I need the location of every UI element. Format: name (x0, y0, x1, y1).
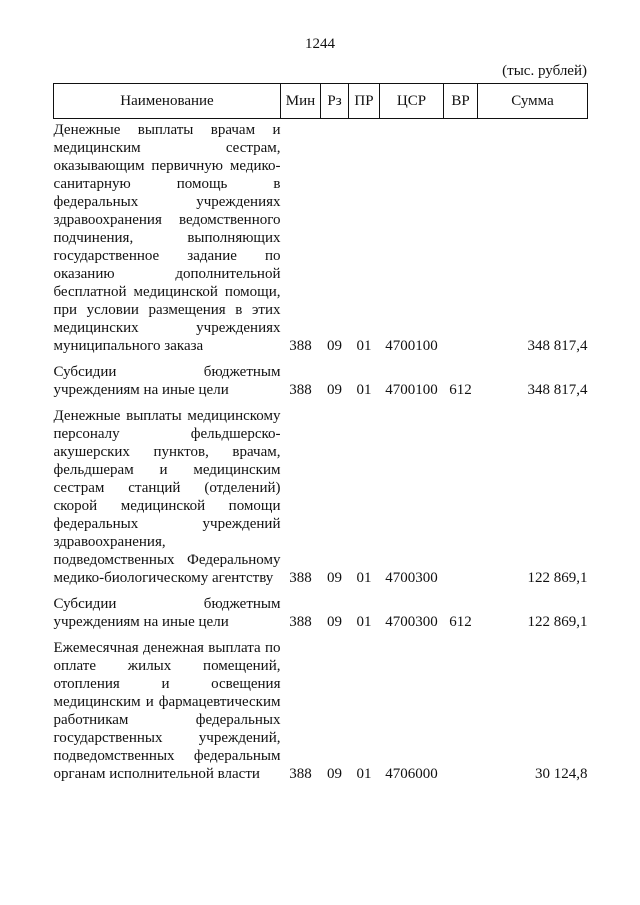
row-sum: 30 124,8 (535, 766, 588, 782)
table-row (54, 631, 588, 783)
row-name: Субсидии бюджетным учреждениям на иные цели (53, 596, 281, 630)
row-rz: 09 (327, 614, 342, 630)
row-min: 388 (289, 766, 312, 782)
row-name: Ежемесячная денежная выплата по оплате жилых помещений, отопления и освещения медицинским и фармацевтическим работникам федеральных государственных учреждений, подведомственных федеральным органам исполнительной власти (53, 640, 281, 782)
header-csr: ЦСР (380, 84, 444, 119)
row-csr: 4700100 (385, 382, 438, 398)
header-rz: Рз (321, 84, 349, 119)
row-pr: 01 (356, 382, 372, 398)
row-vr: 612 (449, 614, 472, 630)
row-min: 388 (289, 614, 312, 630)
row-rz: 09 (327, 382, 342, 398)
row-vr (444, 631, 478, 783)
table-header-row (54, 84, 588, 119)
row-sum: 122 869,1 (527, 614, 588, 630)
row-name: Денежные выплаты медицинскому персоналу фельдшерско-акушерских пунктов, врачам, фельдшерам и медицинским сестрам станций (отделений) скорой медицинской помощи федеральных учреждений здравоохранения, подведомственных Федеральному медико-биологическому агентству (53, 408, 281, 586)
row-rz: 09 (327, 338, 342, 354)
row-vr: 612 (449, 382, 472, 398)
row-rz: 09 (327, 766, 342, 782)
units-label: (тыс. рублей) (502, 63, 587, 79)
table-row (54, 355, 588, 399)
table-row (54, 119, 588, 356)
row-vr (444, 119, 478, 356)
row-min: 388 (289, 382, 312, 398)
row-csr: 4700300 (385, 570, 438, 586)
row-rz: 09 (327, 570, 342, 586)
header-pr: ПР (349, 84, 380, 119)
row-sum: 348 817,4 (527, 338, 588, 354)
header-name: Наименование (54, 84, 281, 119)
row-pr: 01 (356, 766, 372, 782)
page-number: 1244 (305, 36, 335, 52)
row-csr: 4700300 (385, 614, 438, 630)
row-min: 388 (289, 570, 312, 586)
header-vr: ВР (444, 84, 478, 119)
row-name: Субсидии бюджетным учреждениям на иные цели (53, 364, 281, 398)
row-min: 388 (289, 338, 312, 354)
row-sum: 348 817,4 (527, 382, 588, 398)
row-pr: 01 (356, 338, 372, 354)
row-pr: 01 (356, 570, 372, 586)
table-row (54, 399, 588, 587)
budget-table (53, 83, 588, 783)
row-csr: 4700100 (385, 338, 438, 354)
row-csr: 4706000 (385, 766, 438, 782)
header-min: Мин (281, 84, 321, 119)
row-vr (444, 399, 478, 587)
row-sum: 122 869,1 (527, 570, 588, 586)
header-sum: Сумма (478, 84, 588, 119)
row-pr: 01 (356, 614, 372, 630)
row-name: Денежные выплаты врачам и медицинским сестрам, оказывающим первичную медико-санитарную помощь в федеральных учреждениях здравоохранения ведомственного подчинения, выполняющих государственное задание по оказанию дополнительной бесплатной медицинской помощи, при условии размещения в этих медицинских учреждениях муниципального заказа (53, 122, 281, 354)
table-row (54, 587, 588, 631)
